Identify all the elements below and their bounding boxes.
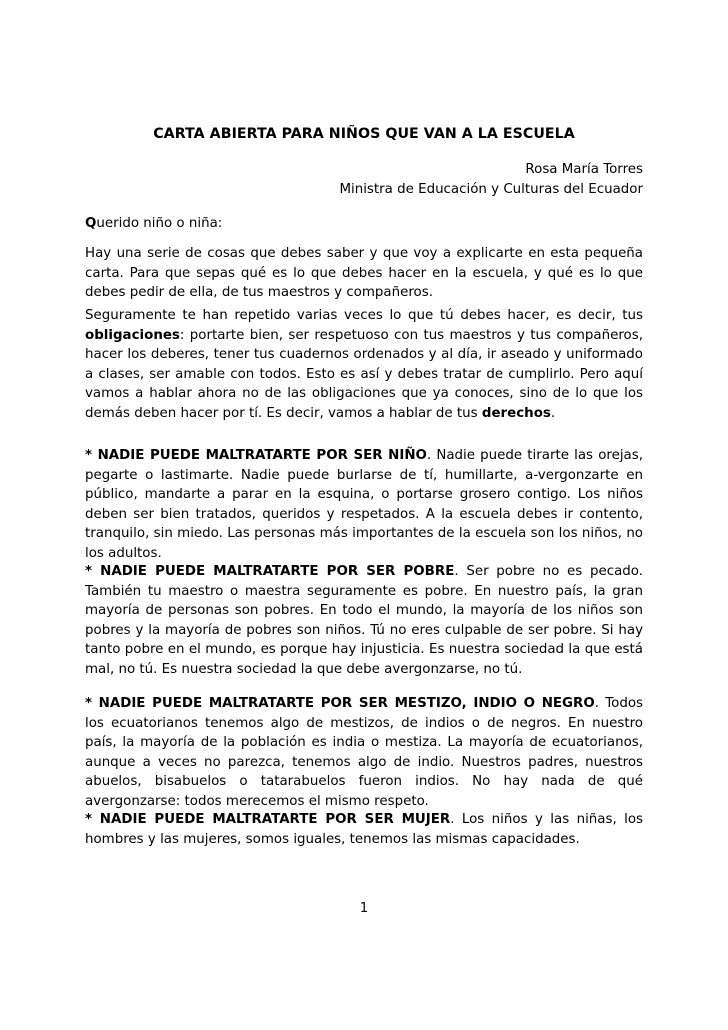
paragraph-text: . Nadie puede tirarte las orejas, pegarte o lastimarte. Nadie puede burlarse de tí, humillarte, a-vergonzarte en público, mandarte a parar en la esquina, o portarse grosero contigo. Los niños deben ser bien tratados, queridos y respetados. A la escuela debes ir contento, tranquilo, sin miedo. Las personas más importantes de la escuela son los niños, no los adultos. — [85, 448, 643, 561]
author-role: Ministra de Educación y Culturas del Ecuador — [339, 182, 643, 197]
right-heading: * NADIE PUEDE MALTRATARTE POR SER POBRE — [85, 564, 455, 579]
greeting — [85, 214, 222, 234]
right-heading: * NADIE PUEDE MALTRATARTE POR SER MESTIZO, INDIO O NEGRO — [85, 696, 595, 711]
paragraph-text: . — [550, 405, 556, 421]
author-name: Rosa María Torres — [525, 162, 643, 177]
paragraph-obligations — [85, 306, 643, 424]
page-number: 1 — [359, 901, 369, 916]
paragraph-text: Seguramente te han repetido varias veces lo que tú debes hacer, es decir, tus — [85, 308, 643, 323]
right-heading: * NADIE PUEDE MALTRATARTE POR SER NIÑO — [85, 448, 427, 463]
paragraph-right-ethnicity — [85, 694, 643, 812]
greeting-text: uerido niño o niña: — [96, 216, 223, 231]
author-block — [339, 160, 643, 200]
paragraph-text: . Ser pobre no es pecado. También tu maestro o maestra seguramente es pobre. En nuestro país, la gran mayoría de personas son pobres. En todo el mundo, la mayoría de los niños son pobres y la mayoría de pobres son niños. Tú no eres culpable de ser pobre. Si hay tanto pobre en el mundo, es porque hay injusticia. Es nuestra sociedad la que está mal, no tú. Es nuestra sociedad la que debe avergonzarse, no tú. — [85, 564, 644, 677]
paragraph-text: . Todos los ecuatorianos tenemos algo de mestizos, de indios o de negros. En nuestro país, la mayoría de la población es india o mestiza. La mayoría de ecuatorianos, aunque a veces no parezca, tenemos algo de indio. Nuestros padres, nuestros abuelos, bisabuelos o tatarabuelos fueron indios. No hay nada de qué avergonzarse: todos merecemos el mismo respeto. — [85, 696, 643, 809]
paragraph-right-woman — [85, 810, 643, 849]
paragraph-right-poor — [85, 562, 643, 680]
paragraph-right-child — [85, 446, 643, 564]
paragraph-text: : portarte bien, ser respetuoso con tus maestros y tus compañeros, hacer los deberes, tener tus cuadernos ordenados y al día, ir aseado y uniformado a clases, ser amable con todos. Esto es así y debes tratar de cumplirlo. Pero aquí vamos a hablar ahora no de las obligaciones que ya conoces, sino de lo que los demás deben hacer por tí. Es decir, vamos a hablar de tus — [85, 327, 643, 421]
rights-term: derechos — [481, 405, 551, 421]
document-title: CARTA ABIERTA PARA NIÑOS QUE VAN A LA ESCUELA — [153, 126, 575, 142]
paragraph-text: . Los niños y las niñas, los hombres y las mujeres, somos iguales, tenemos las mismas capacidades. — [85, 812, 644, 847]
obligations-term: obligaciones — [85, 327, 180, 343]
right-heading: * NADIE PUEDE MALTRATARTE POR SER MUJER — [85, 812, 451, 827]
greeting-initial: Q — [85, 216, 97, 231]
paragraph-intro: Hay una serie de cosas que debes saber y que voy a explicarte en esta pequeña carta. Para que sepas qué es lo que debes hacer en la escuela, y qué es lo que debes pedir de ella, de tus maestros y compañeros. — [85, 246, 643, 301]
